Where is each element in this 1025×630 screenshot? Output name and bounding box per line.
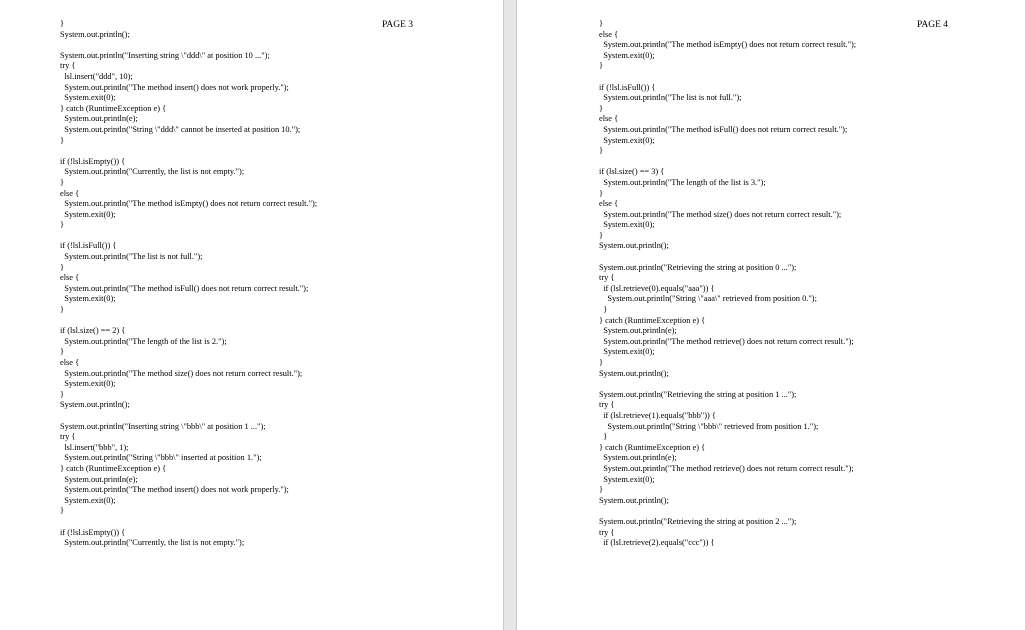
code-line: System.exit(0); [599, 50, 655, 60]
code-line: if (lsl.retrieve(2).equals("ccc")) { [599, 538, 715, 548]
code-line: System.out.println(); [60, 400, 130, 410]
code-line: lsl.insert("ddd", 10); [60, 71, 133, 81]
code-line: } [599, 188, 604, 198]
code-line: } [60, 347, 65, 357]
code-line: System.out.println("The length of the list is 2."); [60, 336, 227, 346]
code-block-page-3 [60, 19, 317, 549]
code-line: } [60, 19, 65, 28]
code-line: System.out.println("The method insert() does not work properly."); [60, 82, 289, 92]
code-line: } catch (RuntimeException e) { [60, 463, 167, 473]
code-line: System.out.println(); [60, 29, 130, 39]
code-line: System.out.println("String \"aaa\" retrieved from position 0."); [599, 294, 817, 304]
code-line: try { [60, 432, 76, 442]
code-line: System.out.println("The method isFull() does not return correct result."); [599, 124, 848, 134]
code-line: } [60, 506, 65, 516]
code-line: try { [599, 400, 615, 410]
code-line: System.out.println("The method isEmpty() does not return correct result."); [60, 199, 318, 209]
code-line: System.out.println("String \"ddd\" cannot be inserted at position 10."); [60, 124, 301, 134]
code-line: System.out.println("Currently, the list is not empty."); [60, 167, 245, 177]
code-line [599, 379, 856, 390]
code-line: System.out.println("The method insert() does not work properly."); [60, 485, 289, 495]
code-line: System.out.println("Currently, the list is not empty."); [60, 538, 245, 548]
code-line [599, 252, 856, 263]
code-line: if (!lsl.isFull()) { [599, 82, 656, 92]
code-line: if (lsl.retrieve(1).equals("bbb")) { [599, 410, 716, 420]
code-line: if (lsl.retrieve(0).equals("aaa")) { [599, 283, 715, 293]
code-line: System.out.println("The method isEmpty() does not return correct result."); [599, 40, 857, 50]
code-line: if (!lsl.isEmpty()) { [60, 527, 126, 537]
code-line: } catch (RuntimeException e) { [60, 103, 167, 113]
code-line: if (lsl.size() == 2) { [60, 326, 126, 336]
code-line: System.out.println("The list is not full."); [60, 252, 203, 262]
code-line: System.out.println("The list is not full."); [599, 93, 742, 103]
code-line: System.out.println("Inserting string \"bbb\" at position 1 ..."); [60, 421, 266, 431]
code-line: System.out.println("The method retrieve() does not return correct result."); [599, 336, 854, 346]
code-line: System.exit(0); [599, 135, 655, 145]
code-line: System.exit(0); [60, 294, 116, 304]
code-line [60, 40, 317, 51]
code-line: } [60, 305, 65, 315]
page-number-label: PAGE 4 [917, 20, 949, 30]
code-line: System.exit(0); [60, 379, 116, 389]
code-line: if (lsl.size() == 3) { [599, 167, 665, 177]
code-line: try { [599, 527, 615, 537]
code-line: System.out.println(e); [60, 114, 138, 124]
code-line: else { [599, 29, 619, 39]
code-line [599, 72, 856, 83]
code-line: System.out.println(e); [60, 474, 138, 484]
code-line: } [599, 103, 604, 113]
code-line: } [599, 432, 608, 442]
code-line: System.out.println("String \"bbb\" retrieved from position 1."); [599, 421, 819, 431]
code-line: System.out.println("The method retrieve() does not return correct result."); [599, 463, 854, 473]
code-line: } [60, 177, 65, 187]
code-line: else { [60, 358, 80, 367]
code-line: System.out.println("The method size() does not return correct result."); [599, 209, 842, 219]
code-line: System.out.println("Retrieving the string at position 1 ..."); [599, 389, 797, 399]
code-block-page-4 [599, 19, 856, 549]
code-line: System.exit(0); [60, 209, 116, 219]
code-line: System.exit(0); [599, 474, 655, 484]
code-line: } [599, 485, 604, 495]
code-line: } [599, 19, 604, 28]
code-line: } [599, 61, 604, 71]
code-line: try { [599, 273, 615, 283]
code-line: } [599, 358, 604, 367]
code-line: } [60, 135, 65, 145]
code-line: System.out.println("Retrieving the string at position 2 ..."); [599, 516, 797, 526]
code-line: lsl.insert("bbb", 1); [60, 442, 129, 452]
code-line: else { [599, 114, 619, 124]
code-line [60, 517, 317, 528]
code-line: System.out.println("String \"bbb\" inserted at position 1."); [60, 453, 262, 463]
code-line: System.out.println("Retrieving the string at position 0 ..."); [599, 262, 797, 272]
code-line: } [60, 262, 65, 272]
code-line: System.exit(0); [599, 220, 655, 230]
code-line: else { [60, 188, 80, 198]
code-line: System.out.println(e); [599, 326, 677, 336]
code-line: } catch (RuntimeException e) { [599, 442, 706, 452]
code-line: } [60, 220, 65, 230]
code-line [599, 157, 856, 168]
code-line: if (!lsl.isFull()) { [60, 241, 117, 251]
page-number-label: PAGE 3 [382, 20, 414, 30]
code-line [60, 231, 317, 242]
code-line: System.exit(0); [60, 495, 116, 505]
code-line [60, 146, 317, 157]
code-line: else { [599, 199, 619, 209]
code-line: } [60, 389, 65, 399]
code-line: else { [60, 273, 80, 283]
code-line: System.exit(0); [60, 93, 116, 103]
page-4 [516, 0, 1025, 630]
code-line: } catch (RuntimeException e) { [599, 315, 706, 325]
code-line [60, 411, 317, 422]
code-line: System.out.println(); [599, 241, 669, 251]
code-line: System.exit(0); [599, 347, 655, 357]
code-line: } [599, 146, 604, 156]
code-line: System.out.println(); [599, 368, 669, 378]
code-line: System.out.println(e); [599, 453, 677, 463]
code-line: try { [60, 61, 76, 71]
code-line: } [599, 230, 604, 240]
code-line: System.out.println(); [599, 495, 669, 505]
code-line: System.out.println("The length of the list is 3."); [599, 177, 766, 187]
page-3 [0, 0, 504, 630]
code-line: System.out.println("Inserting string \"ddd\" at position 10 ..."); [60, 50, 270, 60]
code-line [60, 316, 317, 327]
code-line [599, 506, 856, 517]
code-line: System.out.println("The method isFull() does not return correct result."); [60, 283, 309, 293]
code-line: if (!lsl.isEmpty()) { [60, 156, 126, 166]
code-line: System.out.println("The method size() does not return correct result."); [60, 368, 303, 378]
code-line: } [599, 305, 608, 315]
